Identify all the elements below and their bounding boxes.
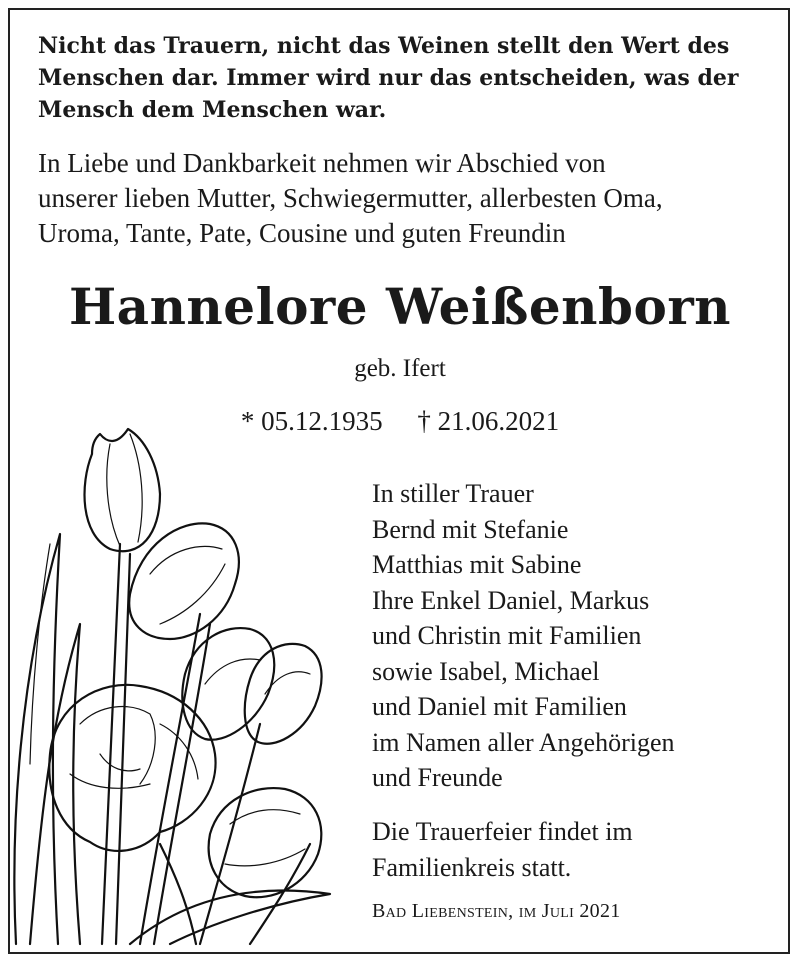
ceremony-note [372,814,772,885]
tulip-bouquet-icon [10,424,350,950]
mourners-list [372,476,772,796]
mourner-line: und Freunde [372,763,503,792]
mourner-line: In stiller Trauer [372,479,534,508]
maiden-name: geb. Ifert [354,355,446,382]
intro-line: Uroma, Tante, Pate, Cousine und guten Freundin [38,218,566,248]
place-and-date: Bad Liebenstein, im Juli 2021 [372,900,621,922]
mourner-line: sowie Isabel, Michael [372,656,600,686]
mourner-line: und Daniel mit Familien [372,692,627,721]
ceremony-line: Familienkreis statt. [372,852,572,882]
quote-text [38,30,758,126]
intro-text [38,146,778,251]
quote-line: Menschen dar. Immer wird nur das entscheiden, was der [38,65,739,91]
quote-line: Mensch dem Menschen war. [38,97,387,123]
death-date: † 21.06.2021 [417,406,560,436]
birth-date: * 05.12.1935 [240,406,383,436]
intro-line: unserer lieben Mutter, Schwiegermutter, allerbesten Oma, [38,183,663,213]
mourner-line: Matthias mit Sabine [372,550,582,579]
deceased-name: Hannelore Weißenborn [68,277,732,336]
quote-line: Nicht das Trauern, nicht das Weinen stellt den Wert des [38,33,730,59]
mourner-line: Bernd mit Stefanie [372,514,569,544]
ceremony-line: Die Trauerfeier findet im [372,817,633,846]
mourner-line: Ihre Enkel Daniel, Markus [372,585,650,615]
intro-line: In Liebe und Dankbarkeit nehmen wir Abschied von [38,148,606,178]
mourner-line: und Christin mit Familien [372,621,642,650]
mourner-line: im Namen aller Angehörigen [372,727,675,757]
